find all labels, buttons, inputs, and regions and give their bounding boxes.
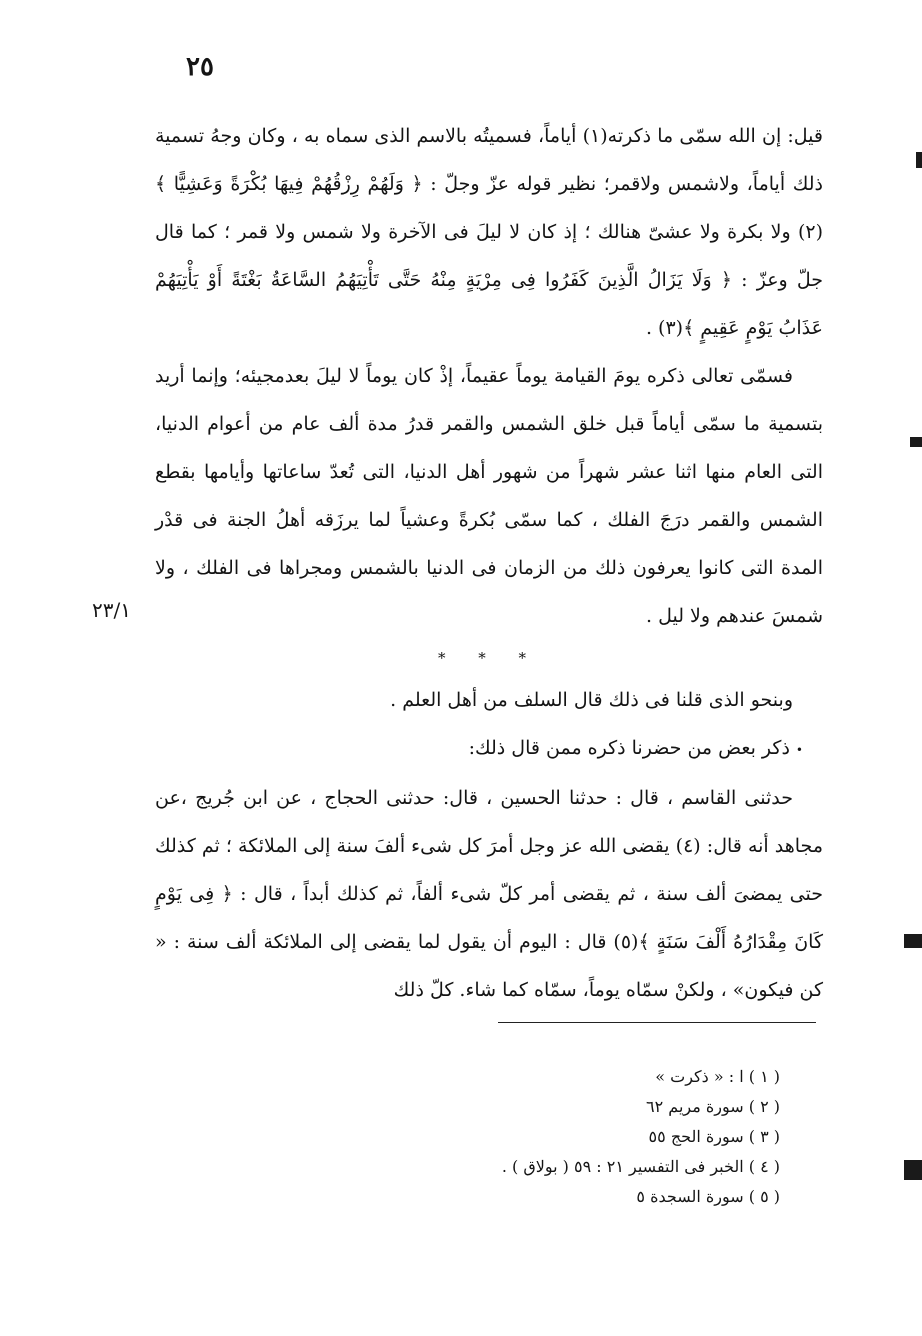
scan-edge-mark (916, 152, 922, 168)
footnote: ( ٣ ) سورة الحج ٥٥ (648, 1127, 780, 1146)
footnote: ( ٥ ) سورة السجدة ٥ (636, 1187, 780, 1206)
section-heading (155, 724, 823, 774)
footnote: ( ٢ ) سورة مريم ٦٢ (646, 1097, 780, 1116)
footnote: ( ٤ ) الخبر فى التفسير ٢١ : ٥٩ ( بولاق ) . (501, 1157, 780, 1176)
margin-reference: ٢٣/١ (92, 598, 131, 622)
footnote: ( ١ ) ا : « ذكرت » (655, 1067, 780, 1086)
bullet-icon: • (795, 743, 803, 757)
paragraph: قيل: إن الله سمّى ما ذكرته(١) أياماً، فسميتُه بالاسم الذى سماه به ، وكان وجهُ تسمية ذلك أياماً، ولاشمس ولاقمر؛ نظير قوله عزّ وجلّ : ﴿ وَلَهُمْ رِزْقُهُمْ فِيهَا بُكْرَةً وَعَشِيًّا ﴾(٢) ولا بكرة ولا عشىّ هنالك ؛ إذ كان لا ليلَ فى الآخرة ولا شمس ولا قمر ؛ كما قال جلّ وعزّ : ﴿ وَلَا يَزَالُ الَّذِينَ كَفَرُوا فِى مِرْيَةٍ مِنْهُ حَتَّى تَأْتِيَهُمُ السَّاعَةُ بَغْتَةً أَوْ يَأْتِيَهُمْ عَذَابُ يَوْمٍ عَقِيمٍ ﴾(٣) . (155, 125, 823, 339)
scan-edge-mark (904, 934, 922, 948)
paragraph: فسمّى تعالى ذكره يومَ القيامة يوماً عقيماً، إذْ كان يوماً لا ليلَ بعدمجيئه؛ وإنما أريد بتسمية ما سمّى أياماً قبل خلق الشمس والقمر قدرُ مدة ألف عام من أعوام الدنيا، التى العام منها اثنا عشر شهراً من شهور أهل الدنيا، التى تُعدّ ساعاتها وأيامها بقطع الشمس والقمر درَجَ الفلك ، كما سمّى بُكرةً وعشياً لما يرزَقه أهلُ الجنة فى قدْر المدة التى كانوا يعرفون ذلك من الزمان فى الدنيا بالشمس ومجراها فى الفلك ، ولا شمسَ عندهم ولا ليل . (155, 365, 823, 627)
scan-edge-mark (904, 1160, 922, 1180)
section-heading-text: ذكر بعض من حضرنا ذكره ممن قال ذلك: (468, 737, 790, 759)
footnote-divider (498, 1022, 816, 1023)
section-separator: * * * (437, 649, 541, 667)
paragraph: وبنحو الذى قلنا فى ذلك قال السلف من أهل العلم . (390, 689, 793, 711)
main-text (155, 112, 823, 1014)
footnotes (400, 1062, 780, 1212)
paragraph: حدثنى القاسم ، قال : حدثنا الحسين ، قال: حدثنى الحجاج ، عن ابن جُريج ،عن مجاهد أنه قال: (٤) يقضى الله عز وجل أمرَ كل شىء ألفَ سنة إلى الملائكة ؛ ثم كذلك حتى يمضىَ ألف سنة ، ثم يقضى أمر كلّ شىء ألفاً، ثم كذلك أبداً ، قال : ﴿ فِى يَوْمٍ كَانَ مِقْدَارُهُ أَلْفَ سَنَةٍ ﴾(٥) قال : اليوم أن يقول لما يقضى إلى الملائكة ألف سنة : « كن فيكون» ، ولكنْ سمّاه يوماً، سمّاه كما شاء. كلّ ذلك (155, 787, 823, 1001)
scan-edge-mark (910, 437, 922, 447)
page-number: ٢٥ (186, 52, 214, 82)
